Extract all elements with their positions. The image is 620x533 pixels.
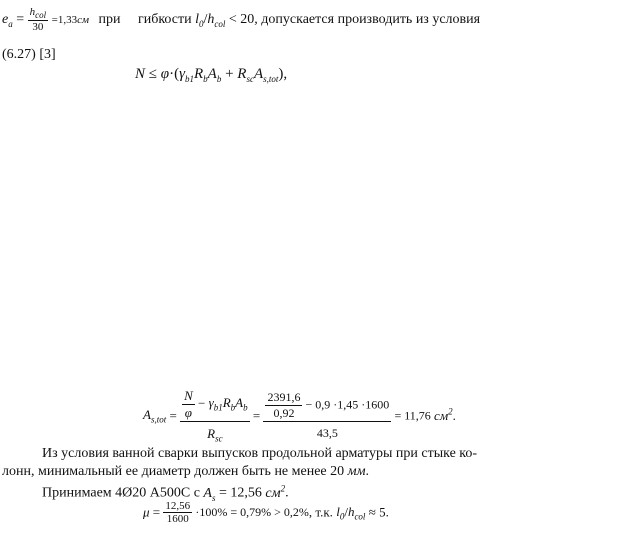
fraction-numeric: $\frac{2391,6}{0,92}$ − 0,9 ·1,45 ·1600 43,5 <box>263 390 391 441</box>
paragraph-line-2: лонн, минимальный ее диаметр должен быть не менее 20 мм. <box>2 464 370 479</box>
equation-reference: (6.27) [3] <box>2 47 56 62</box>
fraction-symbolic: $\frac{N}{\varphi}$ − $\gamma_{b1}R_bA_b$ $R_{sc}$ <box>180 388 250 444</box>
formula-as-tot: $A_{s,tot}$ = $\frac{N}{\varphi}$ − $\gamma_{b1}R_bA_b$ $R_{sc}$ = $\frac{2391,6}{0,92}$ − 0,9 ·1,45 ·1600 43,5 = 11,76 $см^2$. <box>143 388 456 444</box>
ea-fraction: $\frac{h_{col}}{30}$ <box>29 6 47 34</box>
formula-n: $N \le \varphi\cdot(\gamma_{b1}R_bA_b + R_{sc}A_{s,tot})$, <box>135 66 288 84</box>
mu-formula: μ = $\frac{12,56}{1600}$ ·100% = 0,79% > 0,2%, т.к. $l_0/h_{col} \approx 5$. <box>143 500 389 525</box>
paragraph-line-1: Из условия ванной сварки выпусков продольной арматуры при стыке ко- <box>42 446 478 461</box>
line-1-formula: $e_a$ = $\frac{h_{col}}{30}$ =1,33см при гибкости $l_0/h_{col} < 20$, допускается производить из условия <box>2 6 481 34</box>
accept-line: Принимаем 4Ø20 А500С с $A_s = 12,56$ $см^2$. <box>42 483 289 503</box>
ea-symbol: $e_a$ <box>2 11 13 29</box>
mu-fraction: $\frac{12,56}{1600}$ <box>165 500 191 525</box>
